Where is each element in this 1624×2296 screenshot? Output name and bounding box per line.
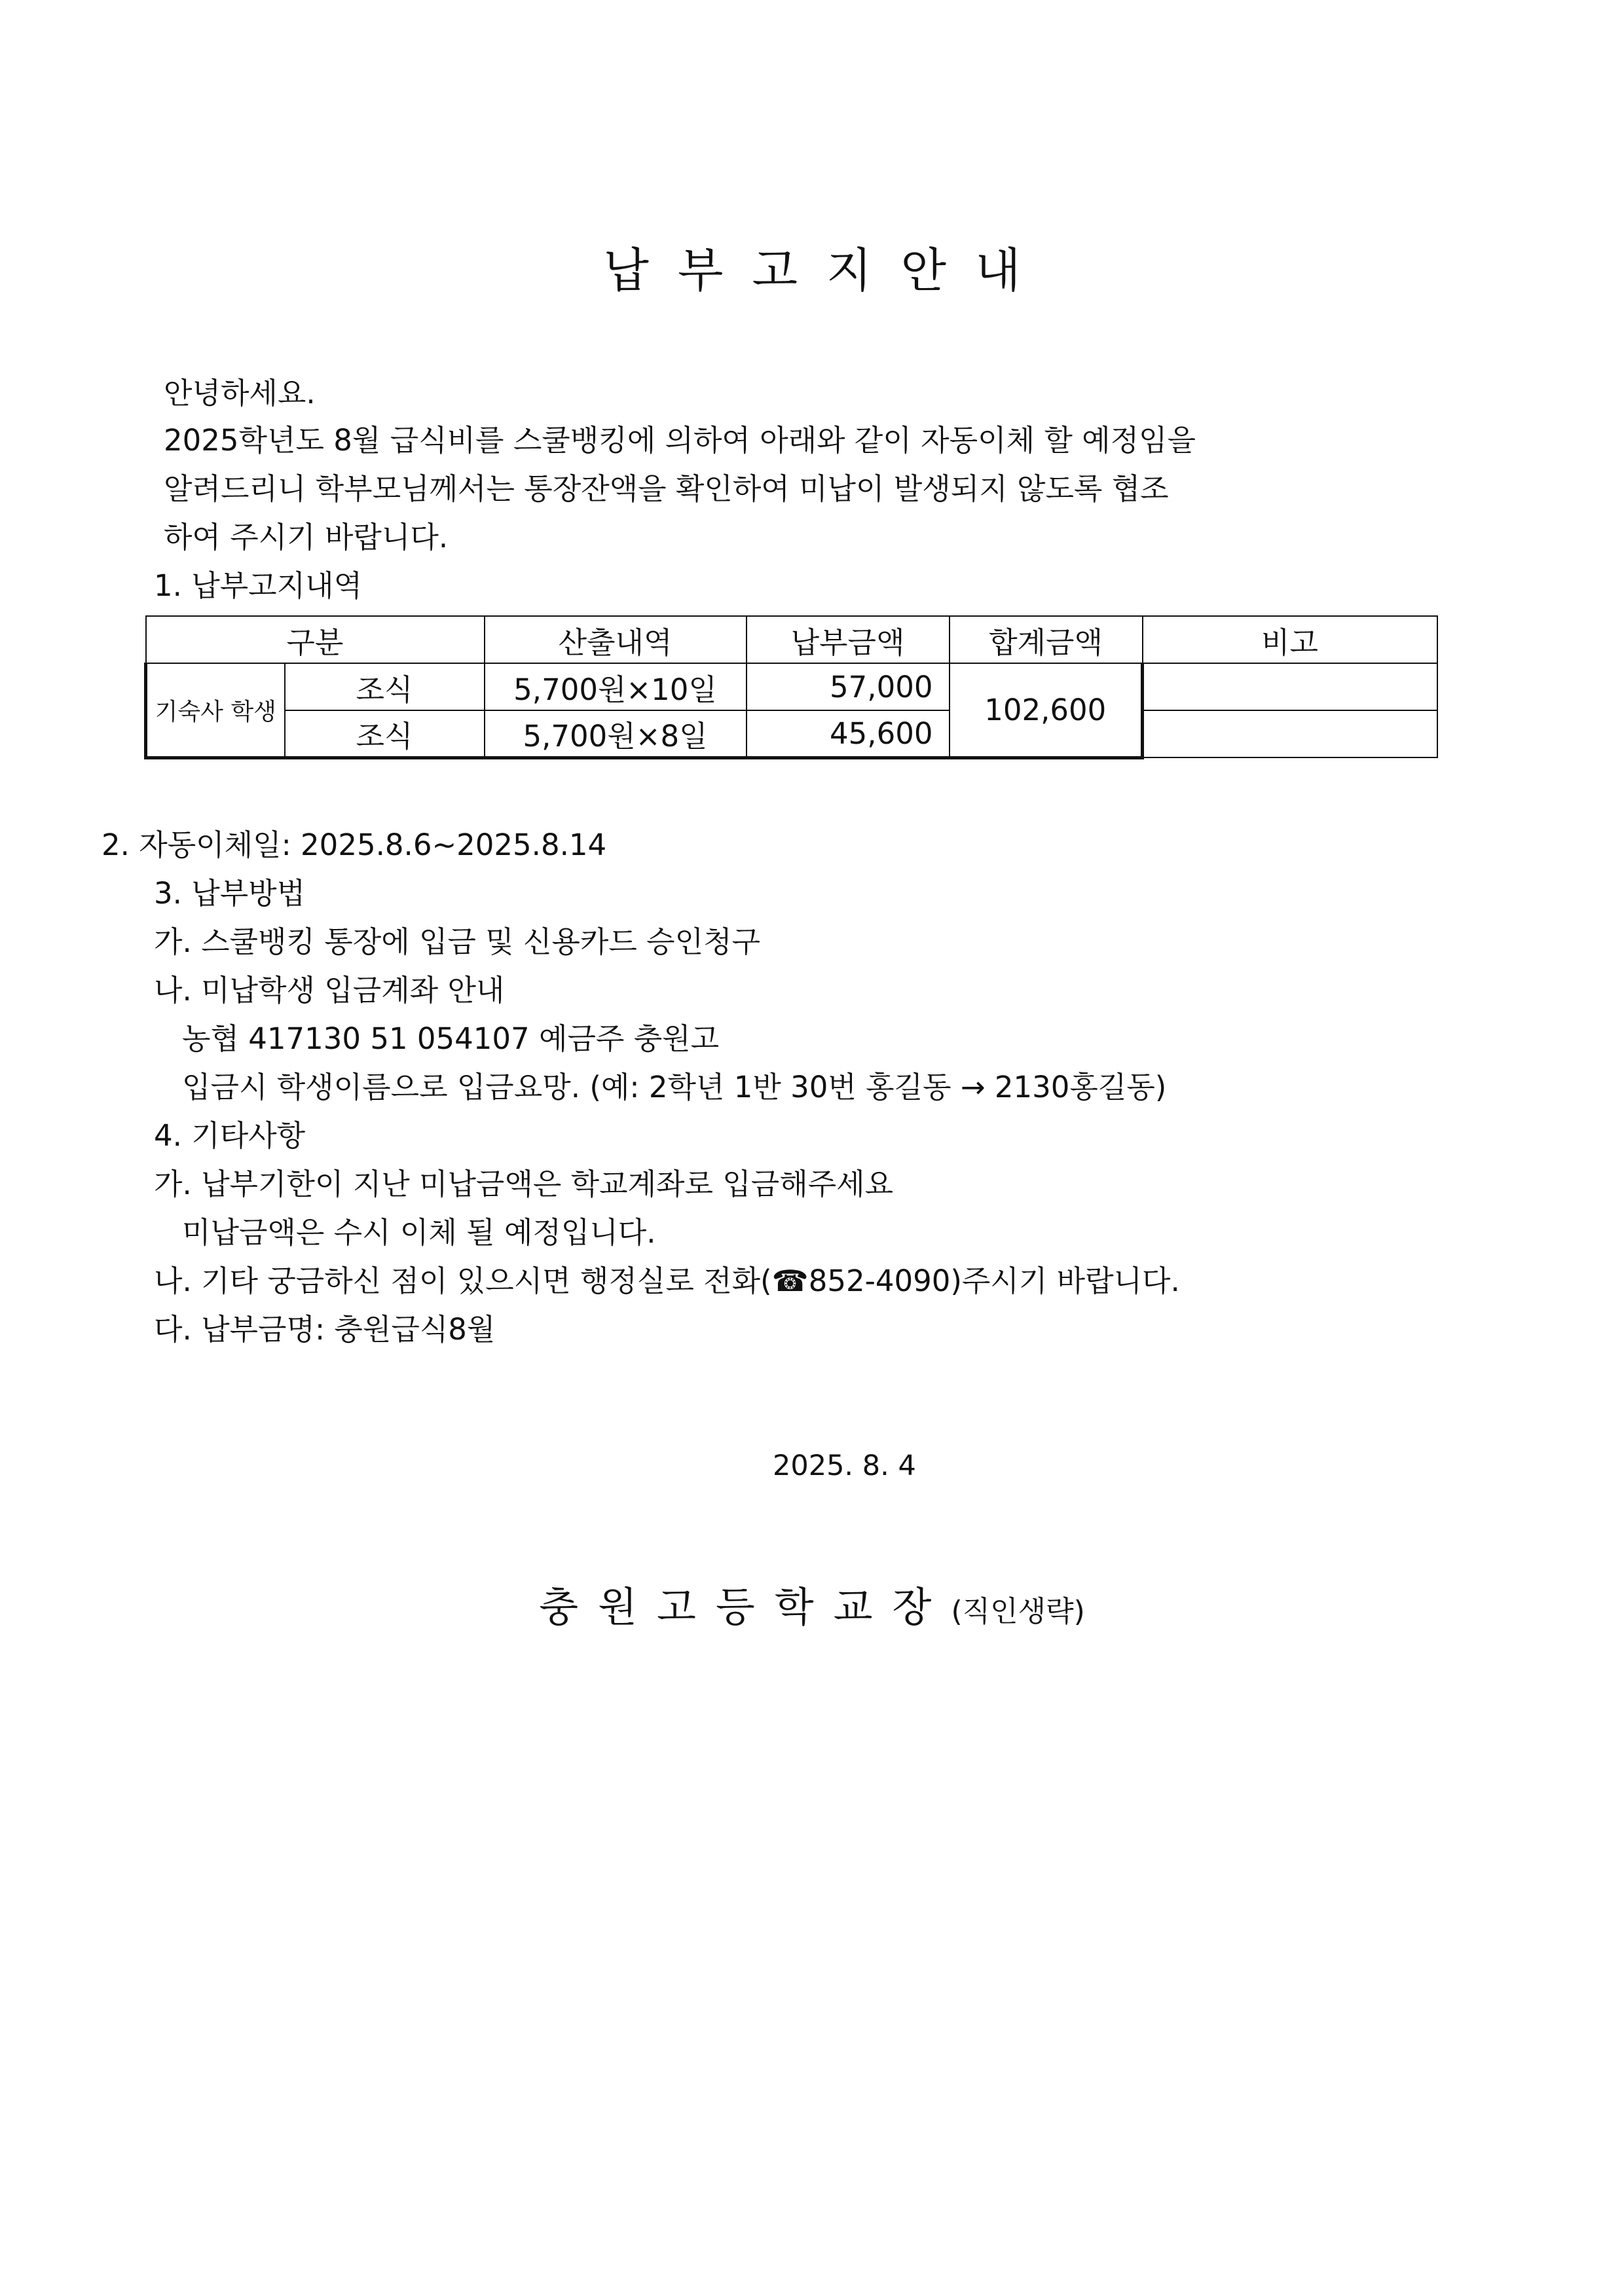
row-item: 조식 [285,710,485,757]
row-calculation: 5,700원×10일 [485,663,747,710]
header-category: 구분 [146,616,485,663]
section3-item-a: 가. 스쿨뱅킹 통장에 입금 및 신용카드 승인청구 [154,924,761,959]
section4-item-b [154,1266,1180,1296]
table-header-row [146,616,1437,663]
header-calculation: 산출내역 [485,616,747,663]
school-name: 충원고등학교장 [539,1583,951,1631]
seal-omitted-note: (직인생략) [951,1595,1085,1628]
section4-item-a: 가. 납부기한이 지난 미납금액은 학교계좌로 입금해주세요 [154,1167,894,1201]
contact-text-before: 나. 기타 궁금하신 점이 있으시면 행정실로 전화( [154,1264,772,1298]
section4-item-c: 다. 납부금명: 충원급식8월 [154,1312,496,1347]
issue-date: 2025. 8. 4 [773,1449,916,1482]
header-remarks: 비고 [1143,616,1437,663]
deposit-note: 입금시 학생이름으로 입금요망. (예: 2학년 1반 30번 홍길동 → 2130홍길동) [182,1070,1167,1104]
phone-icon: ☎ [771,1264,809,1298]
section3-title: 3. 납부방법 [154,876,306,911]
remarks-cell [1143,663,1437,710]
intro-line-1: 2025학년도 8월 급식비를 스쿨뱅킹에 의하여 아래와 같이 자동이체 할 예정임을 [164,423,1196,458]
row-item: 조식 [285,663,485,710]
table-row [146,710,1437,757]
document-title: 납부고지안내 [603,243,1050,298]
section3-item-b: 나. 미납학생 입금계좌 안내 [154,973,505,1008]
remarks-cell [1143,710,1437,757]
row-amount: 45,600 [747,710,950,757]
row-calculation: 5,700원×8일 [485,710,747,757]
contact-text-after: 852-4090)주시기 바랍니다. [808,1264,1180,1298]
header-amount: 납부금액 [747,616,950,663]
section1-title: 1. 납부고지내역 [154,568,363,603]
table-row [146,663,1437,710]
total-amount: 102,600 [950,663,1143,757]
section4-item-a-continued: 미납금액은 수시 이체 될 예정입니다. [182,1215,656,1250]
intro-line-3: 하여 주시기 바랍니다. [164,520,449,555]
row-amount: 57,000 [747,663,950,710]
fee-table [144,615,1438,759]
intro-line-2: 알려드리니 학부모님께서는 통장잔액을 확인하여 미납이 발생되지 않도록 협조 [164,471,1169,506]
school-signature [0,1575,1624,1633]
greeting: 안녕하세요. [164,376,316,410]
group-label: 기숙사 학생 [146,663,285,757]
header-total: 합계금액 [950,616,1143,663]
section2-auto-transfer-date: 2. 자동이체일: 2025.8.6~2025.8.14 [101,828,607,862]
account-info: 농협 417130 51 054107 예금주 충원고 [182,1021,720,1056]
section4-title: 4. 기타사항 [154,1118,306,1153]
